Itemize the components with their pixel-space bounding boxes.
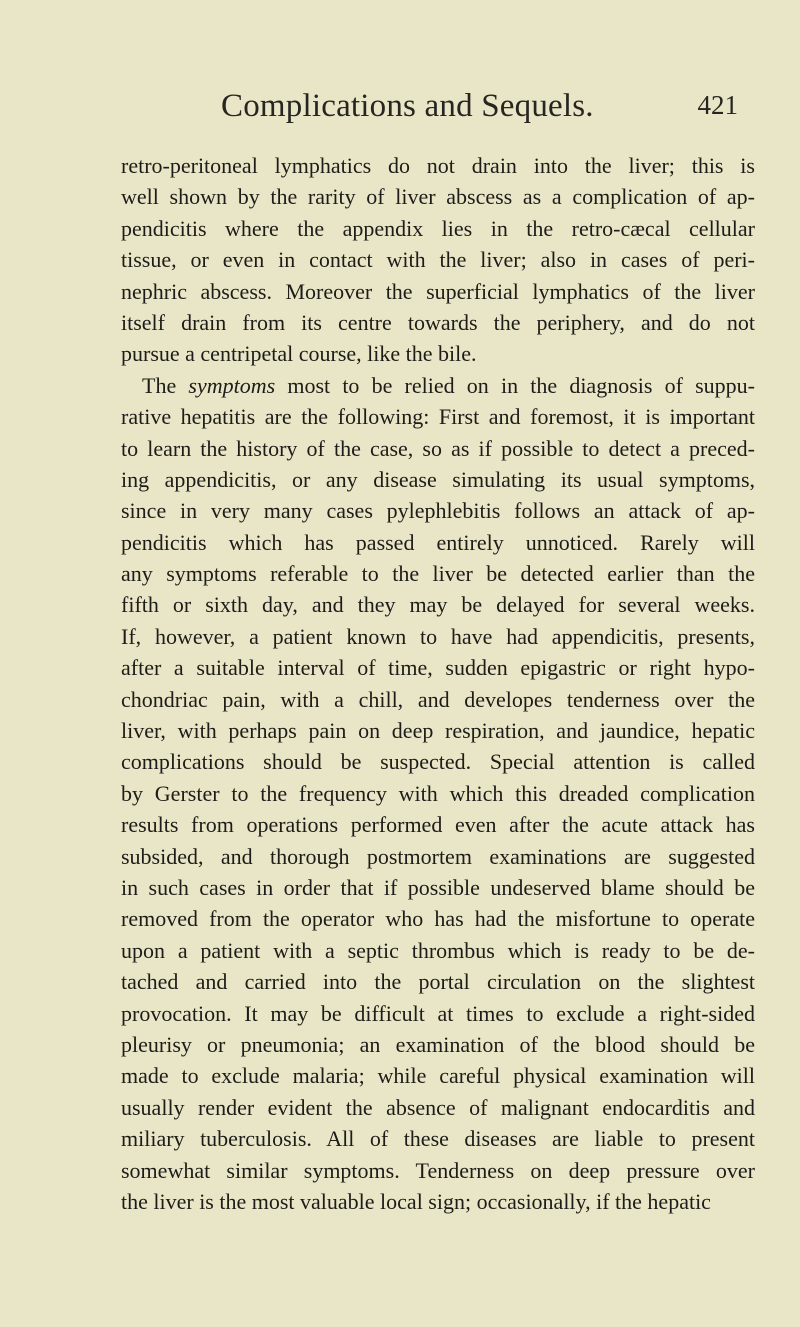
text-line: provocation. It may be difficult at times to exclude a right-sided [121, 1000, 755, 1026]
text-line: well shown by the rarity of liver abscess as a complication of ap- [121, 184, 755, 210]
text-line: pleurisy or pneumonia; an examination of the blood should be [121, 1031, 755, 1057]
italic-symptoms: symptoms [188, 372, 276, 398]
text-line: miliary tuberculosis. All of these diseases are liable to present [121, 1126, 755, 1152]
running-head [166, 88, 756, 140]
line-suffix: most to be relied on in the diagnosis of suppu- [275, 372, 756, 398]
text-line: retro-peritoneal lymphatics do not drain into the liver; this is [121, 153, 755, 178]
text-line: made to exclude malaria; while careful physical examination will [121, 1063, 755, 1089]
text-line: itself drain from its centre towards the periphery, and do not [121, 309, 755, 335]
text-line: pendicitis where the appendix lies in the retro-cæcal cellular [121, 215, 755, 241]
paragraph-end-line: pursue a centripetal course, like the bile. [121, 341, 477, 367]
text-line: after a suitable interval of time, sudden epigastric or right hypo- [121, 655, 755, 681]
running-title: Complications and Sequels. [221, 88, 594, 124]
text-line: somewhat similar symptoms. Tenderness on deep pressure over [121, 1157, 755, 1183]
text-line: fifth or sixth day, and they may be delayed for several weeks. [121, 592, 755, 618]
text-line: removed from the operator who has had the misfortune to operate [121, 906, 755, 932]
text-line: in such cases in order that if possible undeserved blame should be [121, 874, 755, 900]
text-line: pendicitis which has passed entirely unnoticed. Rarely will [121, 529, 755, 555]
text-line: by Gerster to the frequency with which this dreaded complication [121, 780, 755, 806]
text-line: upon a patient with a septic thrombus which is ready to be de- [121, 937, 755, 963]
text-line: to learn the history of the case, so as if possible to detect a preced- [121, 435, 755, 461]
text-line: tached and carried into the portal circulation on the slightest [121, 969, 755, 995]
text-line: since in very many cases pylephlebitis follows an attack of ap- [121, 498, 755, 524]
text-line: ing appendicitis, or any disease simulating its usual symptoms, [121, 466, 755, 492]
paragraph-start-line [121, 370, 755, 401]
text-line: If, however, a patient known to have had appendicitis, presents, [121, 623, 755, 649]
text-line: liver, with perhaps pain on deep respiration, and jaundice, hepatic [121, 718, 755, 744]
text-line: complications should be suspected. Special attention is called [121, 749, 755, 775]
body-text [121, 150, 755, 1217]
text-line: subsided, and thorough postmortem examinations are suggested [121, 843, 755, 869]
text-line: rative hepatitis are the following: First and foremost, it is important [121, 404, 755, 430]
text-line: any symptoms referable to the liver be detected earlier than the [121, 561, 755, 587]
text-line: the liver is the most valuable local sign; occasionally, if the hepatic [121, 1188, 711, 1214]
line-prefix: The [142, 372, 189, 398]
text-line: nephric abscess. Moreover the superficial lymphatics of the liver [121, 278, 755, 304]
text-line: tissue, or even in contact with the liver; also in cases of peri- [121, 247, 755, 273]
text-line: chondriac pain, with a chill, and developes tenderness over the [121, 686, 755, 712]
text-line: usually render evident the absence of malignant endocarditis and [121, 1094, 755, 1120]
text-line: results from operations performed even after the acute attack has [121, 812, 755, 838]
page-number: 421 [697, 90, 738, 120]
